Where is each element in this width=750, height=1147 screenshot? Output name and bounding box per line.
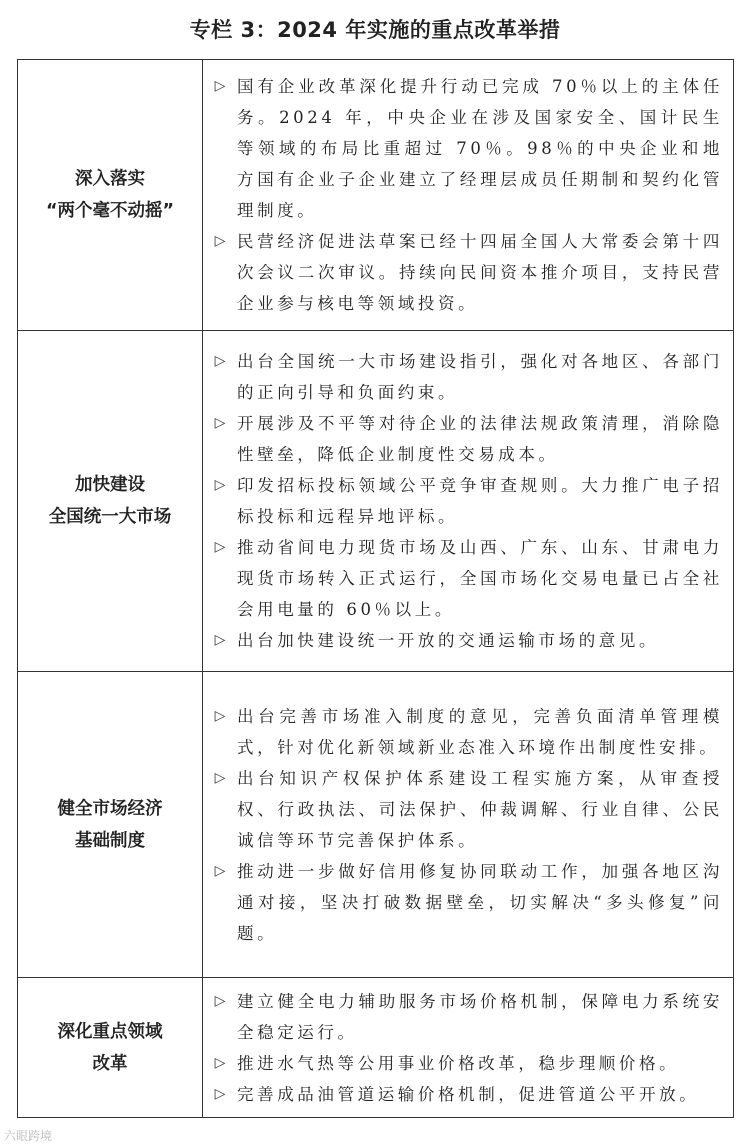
- list-item: [203, 763, 723, 856]
- hollow-arrow-icon: ▷: [214, 539, 226, 555]
- hollow-arrow-icon: ▷: [214, 1054, 226, 1071]
- hollow-arrow-icon: ▷: [214, 1085, 226, 1102]
- table-row: [18, 331, 734, 672]
- heading-line: “两个毫不动摇”: [45, 201, 174, 221]
- heading-line: 改革: [92, 1053, 128, 1074]
- item-text: 建立健全电力辅助服务市场价格机制，保障电力系统安全稳定运行。: [237, 991, 723, 1042]
- table-row: [18, 60, 734, 331]
- section-body: [203, 60, 734, 331]
- section-heading: [18, 60, 203, 331]
- item-text: 推动省间电力现货市场及山西、广东、山东、甘肃电力现货市场转入正式运行，全国市场化交易电量已占全社会用电量的 60％以上。: [237, 538, 723, 619]
- section-body: [203, 978, 734, 1118]
- item-text: 民营经济促进法草案已经十四届全国人大常委会第十四次会议二次审议。持续向民间资本推介项目，支持民营企业参与核电等领域投资。: [237, 232, 723, 313]
- hollow-arrow-icon: ▷: [214, 862, 226, 879]
- heading-line: 深入落实: [75, 169, 145, 189]
- section-heading: [18, 978, 203, 1118]
- table-row: [18, 978, 734, 1118]
- heading-line: 全国统一大市场: [48, 507, 172, 527]
- heading-line: 基础制度: [75, 830, 145, 851]
- reform-table: [17, 59, 734, 1118]
- item-text: 出台知识产权保护体系建设工程实施方案，从审查授权、行政执法、司法保护、仲裁调解、行业自律、公民诚信等环节完善保护体系。: [237, 768, 723, 850]
- hollow-arrow-icon: ▷: [214, 992, 226, 1009]
- hollow-arrow-icon: ▷: [214, 415, 226, 431]
- list-item: [203, 701, 723, 763]
- hollow-arrow-icon: ▷: [214, 78, 226, 94]
- watermark: 六眼跨境: [4, 1129, 53, 1143]
- list-item: [203, 71, 723, 226]
- section-body: [203, 672, 734, 978]
- heading-line: 健全市场经济: [57, 798, 163, 819]
- hollow-arrow-icon: ▷: [214, 233, 226, 249]
- list-item: [203, 346, 723, 408]
- item-text: 国有企业改革深化提升行动已完成 70％以上的主体任务。2024 年，中央企业在涉及国家安全、国计民生等领域的布局比重超过 70％。98％的中央企业和地方国有企业子企业建立了经理层成员任期制和契约化管理制度。: [237, 77, 723, 220]
- page-title: 专栏 3：2024 年实施的重点改革举措: [189, 18, 561, 42]
- list-item: [203, 1079, 723, 1110]
- list-item: [203, 408, 723, 470]
- heading-line: 深化重点领域: [57, 1021, 163, 1042]
- heading-line: 加快建设: [75, 475, 145, 495]
- item-text: 开展涉及不平等对待企业的法律法规政策清理，消除隐性壁垒，降低企业制度性交易成本。: [237, 414, 723, 464]
- hollow-arrow-icon: ▷: [214, 707, 226, 724]
- section-body: [203, 331, 734, 672]
- list-item: [203, 532, 723, 625]
- list-item: [203, 856, 723, 949]
- item-text: 推进水气热等公用事业价格改革，稳步理顺价格。: [237, 1053, 680, 1073]
- item-text: 出台完善市场准入制度的意见，完善负面清单管理模式，针对优化新领域新业态准入环境作出制度性安排。: [237, 706, 723, 757]
- section-heading: [18, 672, 203, 978]
- list-item: [203, 470, 723, 532]
- list-item: [203, 1048, 723, 1079]
- hollow-arrow-icon: ▷: [214, 477, 226, 493]
- item-text: 推动进一步做好信用修复协同联动工作，加强各地区沟通对接，坚决打破数据壁垒，切实解决“多头修复”问题。: [237, 861, 723, 943]
- item-text: 出台加快建设统一开放的交通运输市场的意见。: [237, 631, 660, 650]
- hollow-arrow-icon: ▷: [214, 769, 226, 786]
- list-item: [203, 625, 723, 656]
- table-row: [18, 672, 734, 978]
- section-heading: [18, 331, 203, 672]
- item-text: 完善成品油管道运输价格机制，促进管道公平开放。: [237, 1084, 700, 1104]
- list-item: [203, 226, 723, 319]
- list-item: [203, 986, 723, 1048]
- hollow-arrow-icon: ▷: [214, 353, 226, 369]
- hollow-arrow-icon: ▷: [214, 632, 226, 648]
- item-text: 印发招标投标领域公平竞争审查规则。大力推广电子招标投标和远程异地评标。: [237, 476, 723, 526]
- item-text: 出台全国统一大市场建设指引，强化对各地区、各部门的正向引导和负面约束。: [237, 352, 723, 402]
